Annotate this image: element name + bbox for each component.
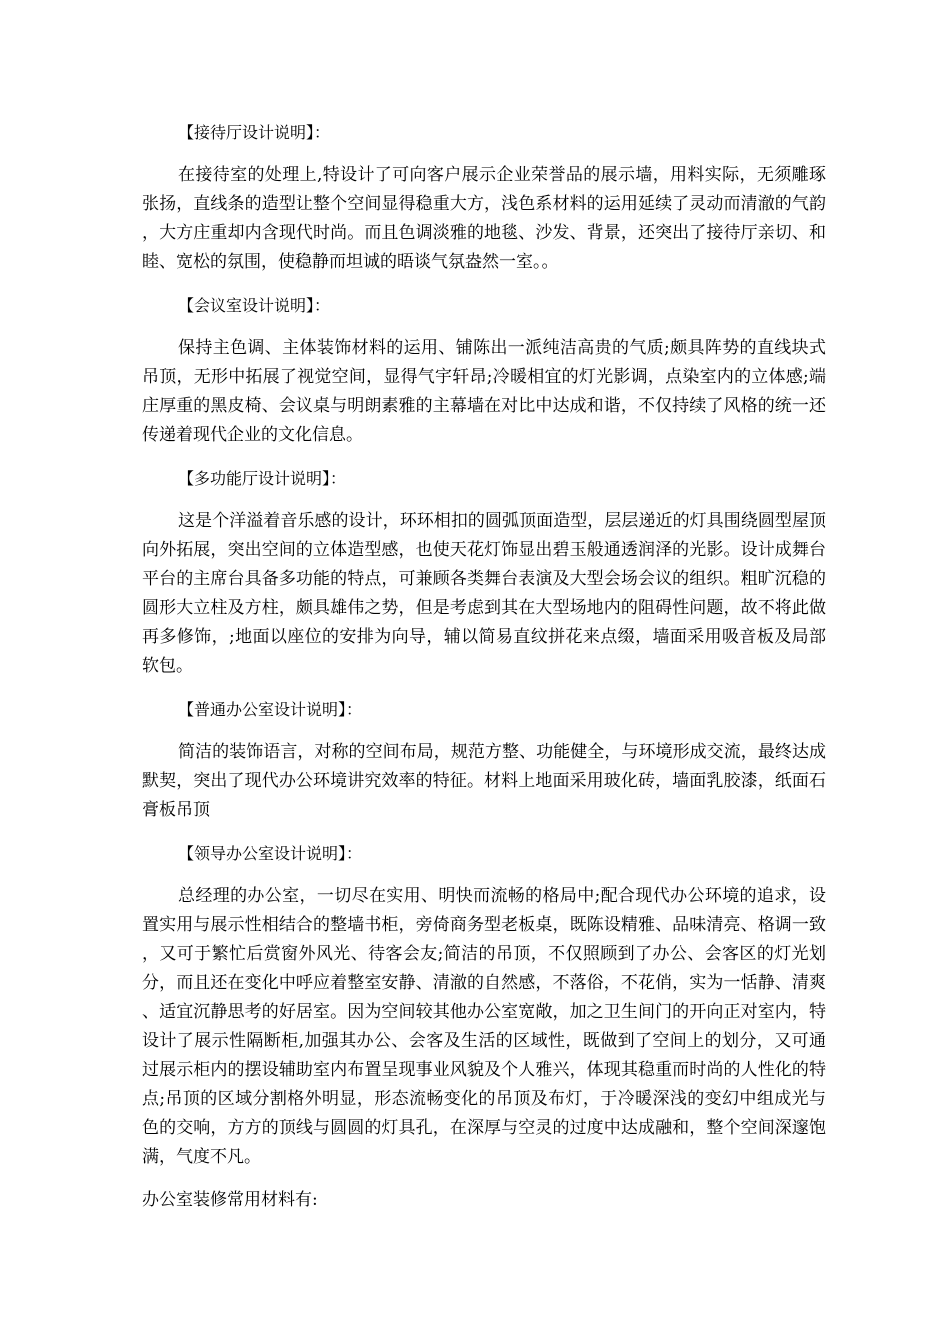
section-body-executive-office: 总经理的办公室，一切尽在实用、明快而流畅的格局中;配合现代办公环境的追求，设置实用与展示性相结合的整墙书柜，旁倚商务型老板桌，既陈设精雅、品味清亮、格调一致，又可于繁忙后赏窗外风光、待客会友;简洁的吊顶，不仅照顾到了办公、会客区的灯光划分，而且还在变化中呼应着整室安静、清澈的自然感，不落俗，不花俏，实为一恬静、清爽、适宜沉静思考的好居室。因为空间较其他办公室宽敞，加之卫生间门的开向正对室内，特设计了展示性隔断柜,加强其办公、会客及生活的区域性，既做到了空间上的划分，又可通过展示柜内的摆设辅助室内布置呈现事业风貌及个人雅兴，体现其稳重而时尚的人性化的特点;吊顶的区域分割格外明显，形态流畅变化的吊顶及布灯，于冷暖深浅的变幻中组成光与色的交响，方方的顶线与圆圆的灯具孔，在深厚与空灵的过度中达成融和，整个空间深邃饱满，气度不凡。: [142, 886, 826, 1167]
section-heading-executive-office: 【领导办公室设计说明】：: [178, 844, 363, 863]
section-body-meeting-room: 保持主色调、主体装饰材料的运用、铺陈出一派纯洁高贵的气质;颇具阵势的直线块式吊顶，无形中拓展了视觉空间，显得气宇轩昂;冷暖相宜的灯光影调，点染室内的立体感;端庄厚重的黑皮椅、会议桌与明朗素雅的主幕墙在对比中达成和谐，不仅持续了风格的统一还传递着现代企业的文化信息。: [142, 338, 826, 445]
section-body-reception: 在接待室的处理上,特设计了可向客户展示企业荣誉品的展示墙，用料实际，无须雕琢张扬，直线条的造型让整个空间显得稳重大方，浅色系材料的运用延续了灵动而清澈的气韵，大方庄重却内含现代时尚。而且色调淡雅的地毯、沙发、背景，还突出了接待厅亲切、和睦、宽松的氛围，使稳静而坦诚的晤谈气氛盎然一室。。: [142, 165, 826, 272]
section-body-general-office: 简洁的装饰语言，对称的空间布局，规范方整、功能健全，与环境形成交流，最终达成默契，突出了现代办公环境讲究效率的特征。材料上地面采用玻化砖，墙面乳胶漆，纸面石膏板吊顶: [142, 742, 826, 820]
section-heading-reception: 【接待厅设计说明】：: [178, 123, 331, 142]
section-heading-meeting-room: 【会议室设计说明】：: [178, 296, 331, 315]
section-heading-multifunction-hall: 【多功能厅设计说明】：: [178, 469, 347, 488]
section-body-multifunction-hall: 这是个洋溢着音乐感的设计，环环相扣的圆弧顶面造型，层层递近的灯具围绕圆型屋顶向外拓展，突出空间的立体造型感，也使天花灯饰显出碧玉般通透润泽的光影。设计成舞台平台的主席台具备多功能的特点，可兼顾各类舞台表演及大型会场会议的组织。粗旷沉稳的圆形大立柱及方柱，颇具雄伟之势，但是考虑到其在大型场地内的阻碍性问题，故不将此做再多修饰，;地面以座位的安排为向导，辅以简易直纹拼花来点缀，墙面采用吸音板及局部软包。: [142, 511, 826, 676]
closing-line: 办公室装修常用材料有:: [142, 1190, 318, 1210]
section-heading-general-office: 【普通办公室设计说明】：: [178, 700, 363, 719]
document-page: [142, 118, 826, 1215]
